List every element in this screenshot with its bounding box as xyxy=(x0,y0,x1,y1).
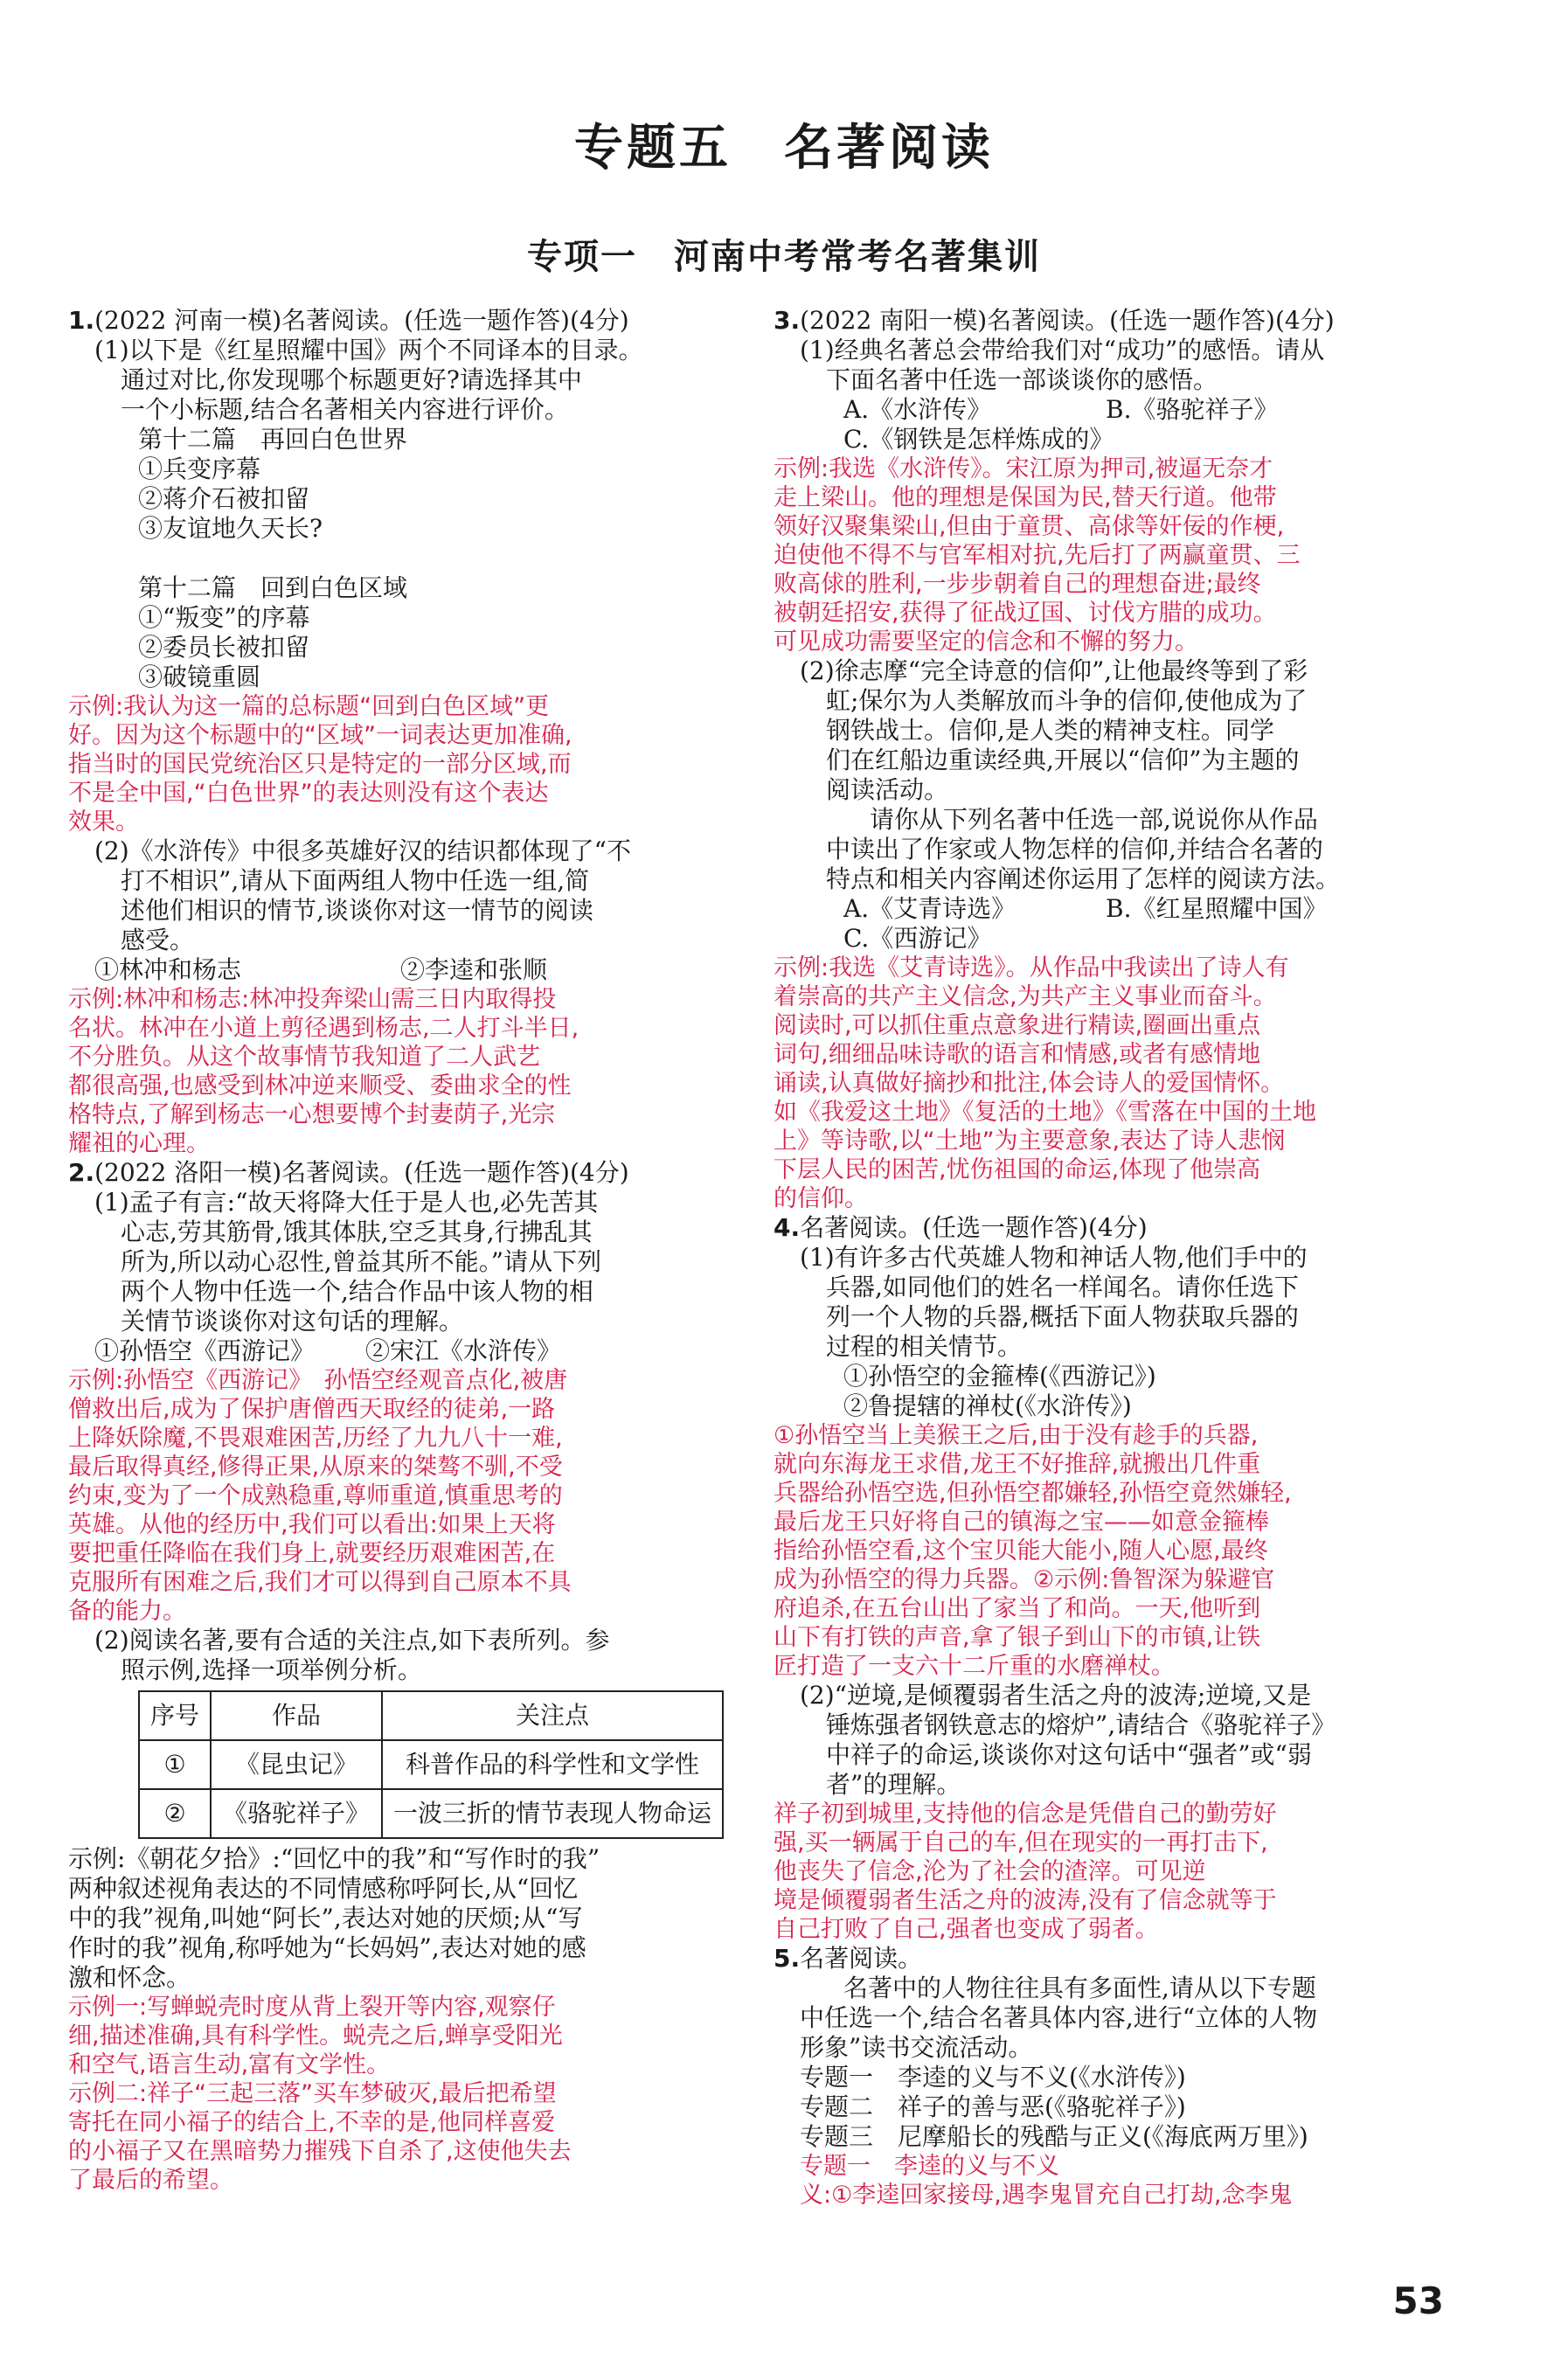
q3-part1: (1)经典名著总会带给我们对“成功”的感悟。请从 下面名著中任选一部谈谈你的感悟。 xyxy=(800,336,1325,394)
q2-example: 示例:《朝花夕拾》:“回忆中的我”和“写作时的我” 两种叙述视角表达的不同情感称呼阿长,从“回忆 中的我”视角,叫她“阿长”,表达对她的厌烦;从“写 作时的我”视角,称呼她为“长妈妈”,表达对她的感 激和怀念。 xyxy=(68,1844,600,1992)
table-header-cell: 关注点 xyxy=(382,1691,723,1740)
q2-part2: (2)阅读名著,要有合适的关注点,如下表所列。参 照示例,选择一项举例分析。 xyxy=(94,1626,610,1684)
table-cell: 科普作品的科学性和文学性 xyxy=(382,1740,723,1789)
table-row xyxy=(139,1789,723,1838)
q3-options2-ab: A.《艾青诗选》 B.《红星照耀中国》 xyxy=(843,894,1328,923)
q4-option-a: ①孙悟空的金箍棒(《西游记》) xyxy=(843,1362,1156,1391)
table-cell: ① xyxy=(139,1740,211,1789)
table-header-row xyxy=(139,1691,723,1740)
q5-topics: 专题一 李逵的义与不义(《水浒传》) 专题二 祥子的善与恶(《骆驼祥子》) 专题三 尼摩船长的残酷与正义(《海底两万里》) xyxy=(800,2063,1308,2151)
toc-version-b: 第十二篇 回到白色区域 ①“叛变”的序幕 ②委员长被扣留 ③破镜重圆 xyxy=(138,573,408,691)
right-column xyxy=(774,306,1473,2210)
q3-answer-2: 示例:我选《艾青诗选》。从作品中我读出了诗人有 着崇高的共产主义信念,为共产主义事业而奋斗。 阅读时,可以抓住重点意象进行精读,圈画出重点 词句,细细品味诗歌的语言和情感,或者有感情地 诵读,认真做好摘抄和批注,体会诗人的爱国情怀。 如《我爱这土地》《复活的土地》《雪落在中国的土地 上》等诗歌,以“土地”为主要意象,表达了诗人悲悯 下层人民的困苦,忧伤祖国的命运,体现了他崇高 的信仰。 xyxy=(774,954,1316,1212)
table-header-cell: 作品 xyxy=(211,1691,382,1740)
q3-part2: (2)徐志摩“完全诗意的信仰”,让他最终等到了彩 虹;保尔为人类解放而斗争的信仰,使他成为了 钢铁战士。信仰,是人类的精神支柱。同学 们在红船边重读经典,开展以“信仰”为主题的 阅读活动。 请你从下列名著中任选一部,说说你从作品 中读出了作家或人物怎样的信仰,并结合名著的 特点和相关内容阐述你运用了怎样的阅读方法。 xyxy=(800,656,1341,893)
question-2-head: 2.(2022 洛阳一模)名著阅读。(任选一题作答)(4分) xyxy=(68,1158,629,1187)
q1-options: ①林冲和杨志 ②李逵和张顺 xyxy=(94,955,548,984)
q2-part1: (1)孟子有言:“故天将降大任于是人也,必先苦其 心志,劳其筋骨,饿其体肤,空乏其身,行拂乱其 所为,所以动心忍性,曾益其所不能。”请从下列 两个人物中任选一个,结合作品中该人物的相 关情节谈谈你对这句话的理解。 xyxy=(94,1188,602,1336)
table-cell: ② xyxy=(139,1789,211,1838)
section-subtitle: 专项一 河南中考常考名著集训 xyxy=(527,237,1041,277)
table-cell: 《昆虫记》 xyxy=(211,1740,382,1789)
question-3-head: 3.(2022 南阳一模)名著阅读。(任选一题作答)(4分) xyxy=(774,306,1335,335)
question-4-head: 4.名著阅读。(任选一题作答)(4分) xyxy=(774,1213,1148,1242)
q4-part1: (1)有许多古代英雄人物和神话人物,他们手中的 兵器,如同他们的姓名一样闻名。请你任选下 列一个人物的兵器,概括下面人物获取兵器的 过程的相关情节。 xyxy=(800,1243,1308,1361)
q3-options-ab: A.《水浒传》 B.《骆驼祥子》 xyxy=(843,395,1279,424)
question-1-head: 1.(2022 河南一模)名著阅读。(任选一题作答)(4分) xyxy=(68,306,629,335)
q3-answer-1: 示例:我选《水浒传》。宋江原为押司,被逼无奈才 走上梁山。他的理想是保国为民,替天行道。他带 领好汉聚集梁山,但由于童贯、高俅等奸佞的作梗, 迫使他不得不与官军相对抗,先后打了两赢童贯、三 败高俅的胜利,一步步朝着自己的理想奋进;最终 被朝廷招安,获得了征战辽国、讨伐方腊的成功。 可见成功需要坚定的信念和不懈的努力。 xyxy=(774,455,1301,656)
q3-option2-c: C.《西游记》 xyxy=(843,924,992,953)
table-cell: 一波三折的情节表现人物命运 xyxy=(382,1789,723,1838)
q4-option-b: ②鲁提辖的禅杖(《水浒传》) xyxy=(843,1391,1132,1420)
toc-version-a: 第十二篇 再回白色世界 ①兵变序幕 ②蒋介石被扣留 ③友谊地久天长? xyxy=(138,425,408,543)
table-cell: 《骆驼祥子》 xyxy=(211,1789,382,1838)
q2-answer-2: 示例一:写蝉蜕壳时度从背上裂开等内容,观察仔 细,描述准确,具有科学性。蜕壳之后,蝉享受阳光 和空气,语言生动,富有文学性。 示例二:祥子“三起三落”买车梦破灭,最后把希望 寄托在同小福子的结合上,不幸的是,他同样喜爱 的小福子又在黑暗势力摧残下自杀了,这使他失去 了最后的希望。 xyxy=(68,1994,572,2194)
table-header-cell: 序号 xyxy=(139,1691,211,1740)
question-5-head: 5.名著阅读。 xyxy=(774,1944,923,1973)
q2-options: ①孙悟空《西游记》 ②宋江《水浒传》 xyxy=(94,1336,562,1365)
q2-answer-1: 示例:孙悟空《西游记》 孙悟空经观音点化,被唐 僧救出后,成为了保护唐僧西天取经的徒弟,一路 上降妖除魔,不畏艰难困苦,历经了九九八十一难, 最后取得真经,修得正果,从原来的桀骜不驯,不受 约束,变为了一个成熟稳重,尊师重道,慎重思考的 英雄。从他的经历中,我们可以看出:如果上天将 要把重任降临在我们身上,就要经历艰难困苦,在 克服所有困难之后,我们才可以得到自己原本不具 备的能力。 xyxy=(68,1367,572,1625)
page-title: 专题五 名著阅读 xyxy=(574,120,994,177)
q5-prompt: 名著中的人物往往具有多面性,请从以下专题 中任选一个,结合名著具体内容,进行“立体的人物 形象”读书交流活动。 xyxy=(800,1974,1318,2062)
q1-part1: (1)以下是《红星照耀中国》两个不同译本的目录。 通过对比,你发现哪个标题更好?请选择其中 一个小标题,结合名著相关内容进行评价。 xyxy=(94,336,643,424)
q1-answer-2: 示例:林冲和杨志:林冲投奔梁山需三日内取得投 名状。林冲在小道上剪径遇到杨志,二人打斗半日, 不分胜负。从这个故事情节我知道了二人武艺 都很高强,也感受到林冲逆来顺受、委曲求全的性 格特点,了解到杨志一心想要博个封妻荫子,光宗 耀祖的心理。 xyxy=(68,986,579,1157)
page-number: 53 xyxy=(1392,2279,1444,2322)
left-column xyxy=(68,306,750,2195)
q4-part2: (2)“逆境,是倾覆弱者生活之舟的波涛;逆境,又是 锤炼强者钢铁意志的熔炉”,请结合《骆驼祥子》 中祥子的命运,谈谈你对这句话中“强者”或“弱 者”的理解。 xyxy=(800,1681,1336,1799)
table-row xyxy=(139,1740,723,1789)
q4-answer-1: ①孙悟空当上美猴王之后,由于没有趁手的兵器, 就向东海龙王求借,龙王不好推辞,就搬出几件重 兵器给孙悟空选,但孙悟空都嫌轻,孙悟空竟然嫌轻, 最后龙王只好将自己的镇海之宝——如意金箍棒 指给孙悟空看,这个宝贝能大能小,随人心愿,最终 成为孙悟空的得力兵器。②示例:鲁智深为躲避官 府追杀,在五台山出了家当了和尚。一天,他听到 山下有打铁的声音,拿了银子到山下的市镇,让铁 匠打造了一支六十二斤重的水磨禅杖。 xyxy=(774,1422,1292,1680)
q5-answer: 专题一 李逵的义与不义 义:①李逵回家接母,遇李鬼冒充自己打劫,念李鬼 xyxy=(800,2153,1293,2209)
focus-table xyxy=(138,1690,724,1839)
q1-part2: (2)《水浒传》中很多英雄好汉的结识都体现了“不 打不相识”,请从下面两组人物中任选一组,简 述他们相识的情节,谈谈你对这一情节的阅读 感受。 xyxy=(94,836,631,954)
q4-answer-2: 祥子初到城里,支持他的信念是凭借自己的勤劳好 强,买一辆属于自己的车,但在现实的一再打击下, 他丧失了信念,沦为了社会的渣滓。可见逆 境是倾覆弱者生活之舟的波涛,没有了信念就等于 自己打败了自己,强者也变成了弱者。 xyxy=(774,1801,1277,1943)
q1-answer-1: 示例:我认为这一篇的总标题“回到白色区域”更 好。因为这个标题中的“区域”一词表达更加准确, 指当时的国民党统治区只是特定的一部分区域,而 不是全中国,“白色世界”的表达则没有这个表达 效果。 xyxy=(68,693,572,836)
q3-option-c: C.《钢铁是怎样炼成的》 xyxy=(843,425,1114,454)
